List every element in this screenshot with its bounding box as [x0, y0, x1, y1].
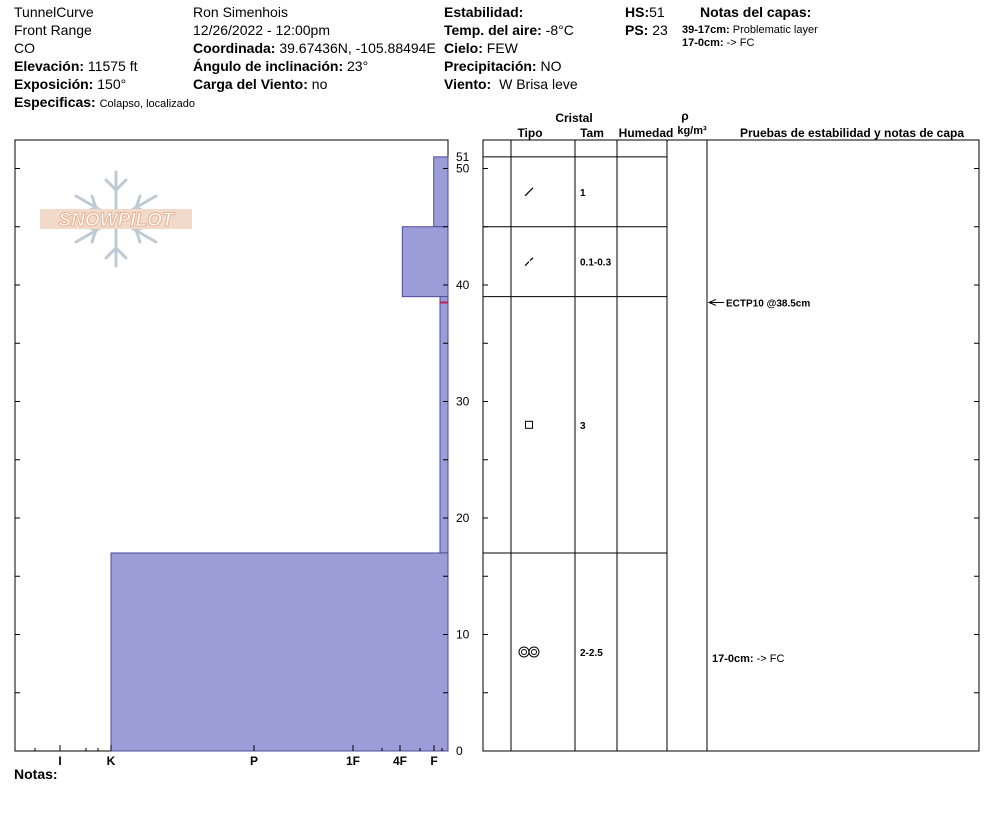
location-name: TunnelCurve: [14, 4, 94, 20]
hardness-tick-label: 1F: [345, 754, 361, 768]
precipitation-value: NO: [540, 58, 562, 74]
stability-test-label: ECTP10 @38.5cm: [726, 298, 811, 310]
notes-label: Notas:: [14, 766, 58, 782]
slope-angle-label: Ángulo de inclinación:: [193, 58, 344, 74]
hardness-tick-label: 4F: [392, 754, 408, 768]
grain-size-label: 1: [580, 187, 586, 199]
snowpilot-logo: [40, 172, 192, 266]
wind-loading-value: no: [311, 76, 328, 92]
header-tests: Pruebas de estabilidad y notas de capa: [739, 126, 965, 140]
state: CO: [14, 40, 35, 56]
aspect-value: 150°: [97, 76, 127, 92]
layer-note-text: -> FC: [756, 652, 785, 665]
grain-ring-inner: [522, 649, 527, 654]
header-rho: ρ: [681, 109, 689, 123]
grain-size-label: 0.1-0.3: [580, 257, 612, 269]
slope-angle-value: 23°: [347, 58, 369, 74]
wind-loading-label: Carga del Viento:: [193, 76, 308, 92]
grain-ring-outer: [519, 647, 529, 657]
header-crystal: Cristal: [555, 111, 593, 125]
layer-note-text: -> FC: [726, 37, 755, 49]
coordinates-label: Coordinada:: [193, 40, 276, 56]
specifics-value: Colapso, localizado: [99, 98, 195, 110]
hardness-bars: [111, 157, 448, 751]
stability-label: Estabilidad:: [444, 4, 524, 20]
grain-form-faceted-icon: [526, 421, 533, 428]
hardness-tick-label: P: [249, 754, 259, 768]
mountain-range: Front Range: [14, 22, 92, 38]
grain-size-label: 3: [580, 420, 586, 432]
grain-size-label: 2-2.5: [580, 647, 603, 659]
grain-form-decomposing-fragments-icon: [525, 188, 533, 196]
stability-tests: [709, 298, 810, 664]
coordinates-value: 39.67436N, -105.88494E: [279, 40, 436, 56]
depth-tick-label: 10: [456, 627, 470, 642]
logo-text: SNOWPILOT: [58, 210, 174, 231]
sky-cover-value: FEW: [486, 40, 518, 56]
hardness-tick-label: K: [106, 754, 116, 768]
layer-note-range: 39-17cm:: [682, 24, 730, 36]
depth-tick-label: 50: [456, 161, 470, 176]
hardness-bar: [440, 297, 448, 553]
wind-label: Viento:: [444, 76, 492, 92]
grain-ring-outer: [529, 647, 539, 657]
hardness-bar: [111, 553, 448, 751]
snow-height-label: HS:: [625, 4, 650, 20]
pit-depth-label: PS:: [625, 22, 649, 38]
observer-name: Ron Simenhois: [193, 4, 288, 20]
layer-note-range: 17-0cm:: [682, 37, 724, 49]
table-ticks: [483, 169, 979, 693]
layer-table-columns: [511, 140, 707, 751]
snow-height-tick-label: 51: [456, 149, 470, 164]
air-temperature-value: -8°C: [545, 22, 574, 38]
aspect-label: Exposición:: [14, 76, 94, 92]
header-type: Tipo: [517, 126, 543, 140]
elevation-value: 11575 ft: [87, 58, 138, 74]
snow-height-value: 51: [649, 4, 665, 20]
layer-note-range: 17-0cm:: [712, 652, 757, 665]
wind-value: W Brisa leve: [499, 76, 578, 92]
depth-tick-label: 30: [456, 394, 470, 409]
elevation-label: Elevación:: [14, 58, 85, 74]
observation-datetime: 12/26/2022 - 12:00pm: [193, 22, 330, 38]
layer-note-in-chart: [712, 653, 785, 665]
specifics-label: Especificas:: [14, 94, 96, 110]
pit-depth-value: 23: [652, 22, 668, 38]
grain-square: [526, 421, 533, 428]
grain-stroke: [525, 262, 529, 266]
hardness-tick-label: F: [430, 754, 438, 768]
header-size: Tam: [580, 126, 604, 140]
sky-cover-label: Cielo:: [444, 40, 483, 56]
grain-ring-inner: [532, 649, 537, 654]
depth-tick-label: 20: [456, 511, 470, 525]
depth-tick-label: 40: [456, 278, 470, 292]
grain-stroke: [530, 258, 533, 261]
grain-form-rounded-facets-icon: [519, 647, 539, 657]
depth-tick-label: 0: [456, 744, 463, 758]
grain-form-decomposing-fragments-small-icon: [525, 258, 533, 266]
hardness-tick-label: I: [58, 754, 62, 768]
grain-stroke: [525, 188, 533, 196]
header-density-unit: kg/m³: [677, 125, 707, 137]
hardness-bar: [434, 157, 448, 227]
layer-note-text: Problematic layer: [732, 24, 818, 36]
layer-notes-title: Notas del capas:: [700, 4, 812, 20]
hardness-bar: [402, 227, 448, 297]
header-moisture: Humedad: [618, 126, 674, 140]
air-temperature-label: Temp. del aire:: [444, 22, 542, 38]
precipitation-label: Precipitación:: [444, 58, 537, 74]
